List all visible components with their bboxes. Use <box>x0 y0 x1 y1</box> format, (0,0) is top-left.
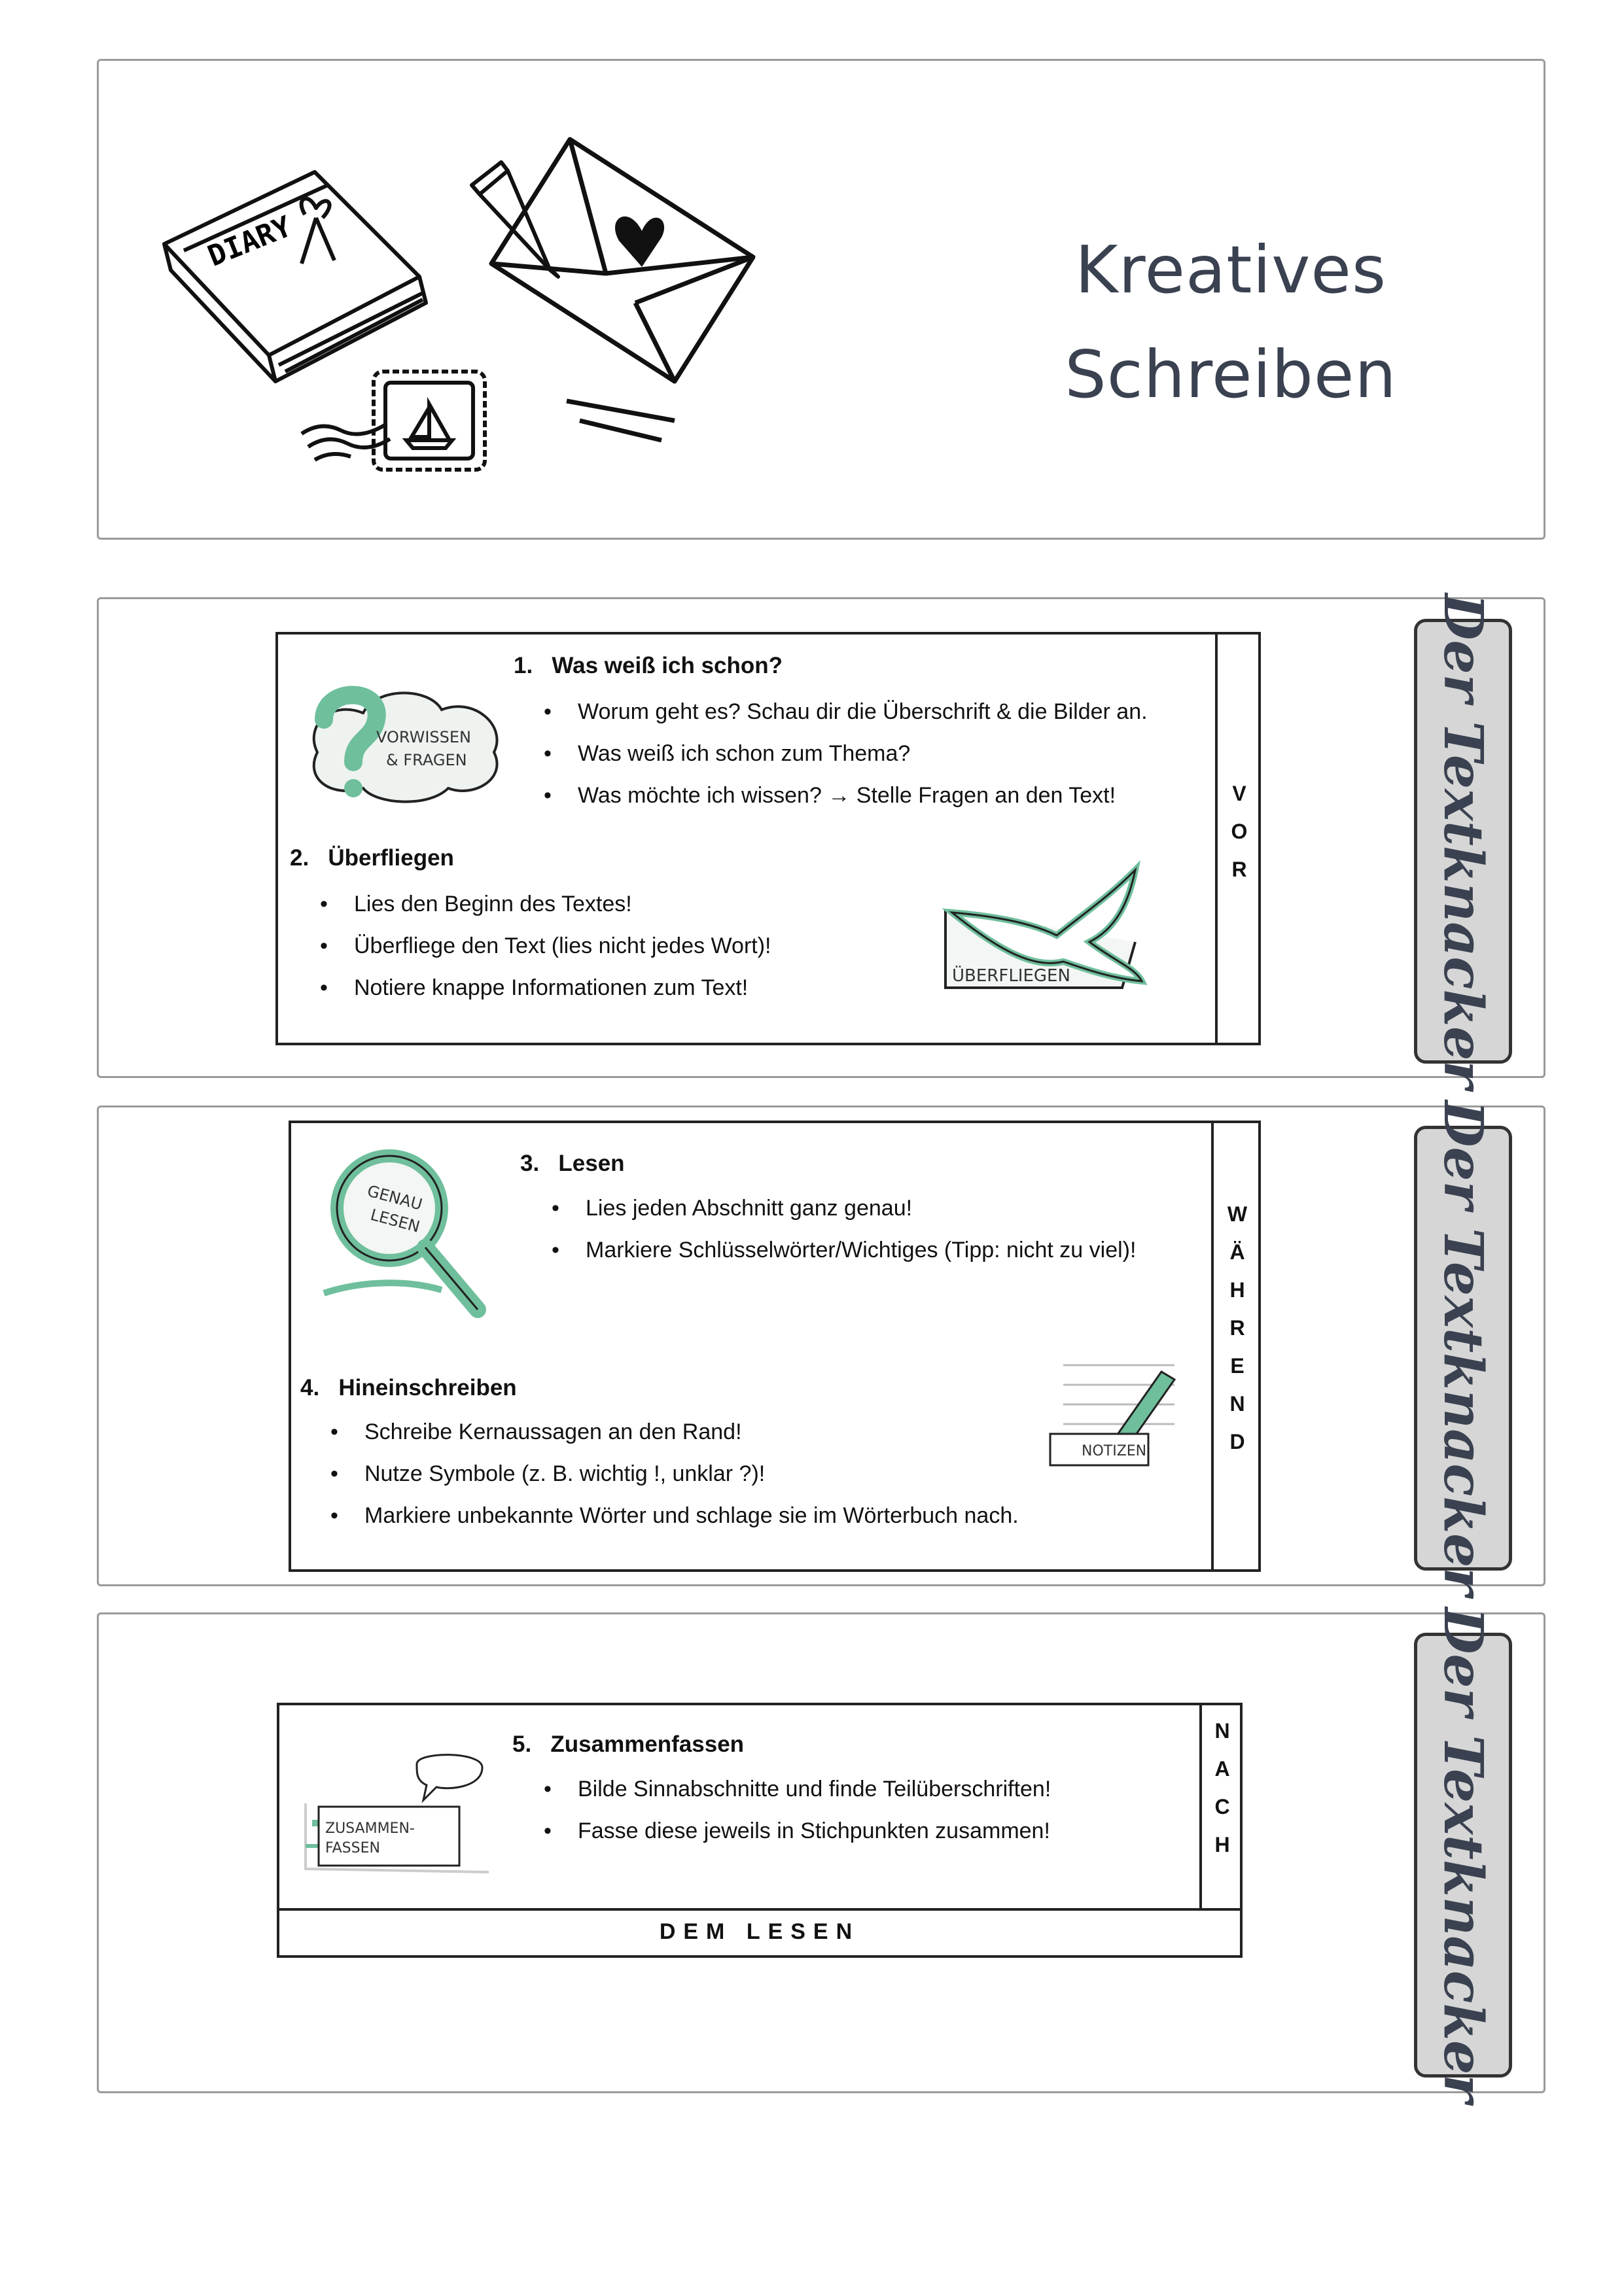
waehrend-letter: W <box>1227 1202 1248 1226</box>
step-2-item: • Lies den Beginn des Textes! <box>316 883 771 925</box>
waehrend-card <box>97 1100 1545 1596</box>
vor-frame <box>275 632 1261 1045</box>
waehrend-letter: E <box>1230 1354 1244 1378</box>
nach-column-text <box>1202 1712 1243 1864</box>
step-4-heading <box>300 1375 517 1401</box>
diary-label: DIARY <box>203 209 296 273</box>
step-4-item: • Markiere unbekannte Wörter und schlage sie im Wörterbuch nach. <box>327 1495 1019 1537</box>
envelope-illustration <box>485 133 773 421</box>
step-4-item: • Nutze Symbole (z. B. wichtig !, unklar ?)! <box>327 1453 1019 1495</box>
genau-label-2: LESEN <box>368 1205 422 1236</box>
step-5-title: Zusammenfassen <box>550 1731 745 1757</box>
nach-letter: C <box>1214 1795 1230 1818</box>
waehrend-letter: R <box>1229 1316 1245 1340</box>
step-1-number: 1. <box>514 653 533 678</box>
step-3-title: Lesen <box>558 1151 625 1176</box>
nach-column <box>1199 1705 1243 1911</box>
vor-letter: V <box>1232 782 1246 805</box>
step-5-item: • Bilde Sinnabschnitte und finde Teilüberschriften! <box>540 1768 1051 1810</box>
notizen-icon <box>1050 1359 1181 1476</box>
waehrend-frame <box>289 1121 1261 1572</box>
step-3-heading <box>520 1151 625 1177</box>
nach-letter: N <box>1214 1719 1230 1743</box>
step-2-number: 2. <box>290 845 309 871</box>
step-3-number: 3. <box>520 1151 540 1176</box>
step-5-number: 5. <box>512 1731 532 1757</box>
waehrend-letter: D <box>1229 1430 1245 1453</box>
zusammen-label-2: FASSEN <box>325 1840 380 1856</box>
step-5-item: • Fasse diese jeweils in Stichpunkten zusammen! <box>540 1810 1051 1852</box>
step-2-title: Überfliegen <box>328 845 454 871</box>
title-card <box>97 59 1545 540</box>
zusammen-label-1: ZUSAMMEN- <box>325 1820 415 1837</box>
step-1-item: • Was möchte ich wissen? → Stelle Fragen an den Text! <box>540 774 1148 816</box>
waehrend-letter: Ä <box>1229 1240 1245 1264</box>
step-1-list <box>540 691 1148 816</box>
vorwissen-icon <box>304 680 514 811</box>
step-1-title: Was weiß ich schon? <box>552 653 783 678</box>
stamp-illustration <box>302 362 511 493</box>
bookmark-tab-label: Der Textknacker <box>1432 1100 1494 1596</box>
dem-lesen-footer: DEM LESEN <box>279 1908 1240 1955</box>
step-5-list <box>540 1768 1051 1852</box>
vor-column <box>1215 635 1261 1043</box>
vor-card <box>97 593 1545 1089</box>
bookmark-tab-2 <box>1414 1100 1512 1596</box>
step-3-item: • Lies jeden Abschnitt ganz genau! <box>548 1187 1136 1229</box>
waehrend-column-text <box>1214 1195 1261 1461</box>
ueberfliegen-label: ÜBERFLIEGEN <box>952 966 1070 986</box>
bookmark-tab-3 <box>1414 1607 1512 2103</box>
bookmark-tab-1 <box>1414 593 1512 1089</box>
vor-letter: O <box>1231 820 1248 843</box>
vor-column-text <box>1218 774 1261 888</box>
nach-letter: H <box>1214 1833 1230 1856</box>
step-4-list <box>327 1411 1019 1537</box>
step-1-item: • Was weiß ich schon zum Thema? <box>540 733 1148 774</box>
waehrend-letter: N <box>1229 1392 1245 1416</box>
waehrend-column <box>1211 1123 1261 1569</box>
step-2-heading <box>290 845 454 871</box>
vorwissen-label-1: VORWISSEN <box>376 728 471 746</box>
nach-frame <box>277 1703 1243 1958</box>
ueberfliegen-icon <box>939 863 1148 1014</box>
title-line-1: Kreatives <box>1074 232 1387 308</box>
step-1-item: • Worum geht es? Schau dir die Überschrift & die Bilder an. <box>540 691 1148 733</box>
step-5-heading <box>512 1731 744 1758</box>
vorwissen-label-2: & FRAGEN <box>386 751 467 769</box>
step-3-item: • Markiere Schlüsselwörter/Wichtiges (Tipp: nicht zu viel)! <box>548 1229 1136 1271</box>
step-3-list <box>548 1187 1136 1271</box>
step-2-list <box>316 883 771 1009</box>
step-4-item: • Schreibe Kernaussagen an den Rand! <box>327 1411 1019 1453</box>
step-4-number: 4. <box>300 1375 320 1400</box>
page-title <box>1002 218 1460 427</box>
vor-letter: R <box>1231 858 1247 881</box>
genau-lesen-icon <box>324 1146 494 1316</box>
step-2-item: • Notiere knappe Informationen zum Text! <box>316 967 771 1009</box>
notizen-label: NOTIZEN <box>1082 1443 1147 1459</box>
title-line-2: Schreiben <box>1065 336 1397 413</box>
zusammenfassen-icon <box>306 1751 502 1882</box>
nach-letter: A <box>1214 1757 1230 1781</box>
genau-label-1: GENAU <box>365 1181 425 1214</box>
nach-card <box>97 1607 1545 2103</box>
bookmark-tab-label: Der Textknacker <box>1432 1607 1494 2103</box>
waehrend-letter: H <box>1229 1278 1245 1302</box>
step-1-heading <box>514 653 783 679</box>
step-2-item: • Überfliege den Text (lies nicht jedes Wort)! <box>316 925 771 967</box>
step-4-title: Hineinschreiben <box>338 1375 517 1400</box>
bookmark-tab-label: Der Textknacker <box>1432 593 1494 1089</box>
